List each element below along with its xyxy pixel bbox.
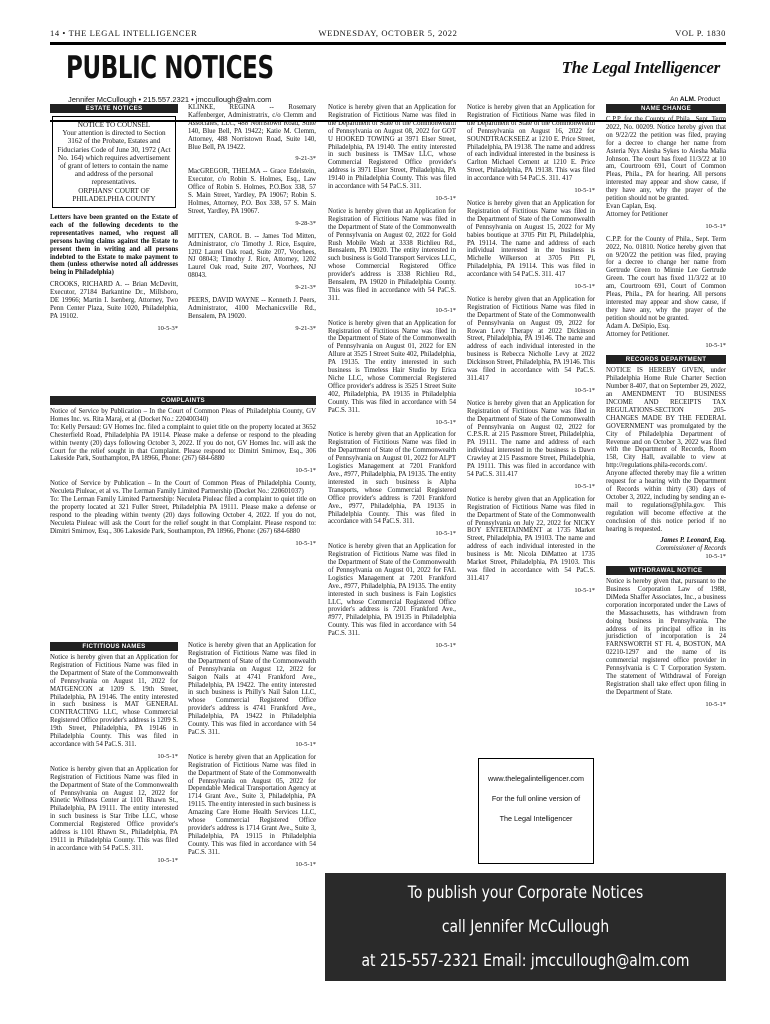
section-heading-name-change: NAME CHANGE: [606, 104, 726, 113]
notice-ref: 10-5-1*: [435, 530, 456, 538]
fictitious-notice: Notice is hereby given that an Application for Registration of Fictitious Name was filed in the Department of State of the Commonwealth of Pennsylvania on August 05, 2022 for Dependable Medical Transportation Agency at 1714 Grant Ave., Suite 3, Philadelphia, PA 19115. The entity interested in such business is Amazing Care Home Health Services LLC, whose Commercial Registered Office provider's address is 1714 Grant Ave., Suite 3, Philadelphia, PA 19115 in Philadelphia County. This was filed in accordance with 54 PaC.S. 311.: [188, 753, 316, 856]
banner-line-2: call Jennifer McCullough: [441, 917, 610, 937]
notice-ref: 9-28-3*: [295, 219, 316, 227]
website-publication: The Legal Intelligencer: [499, 814, 573, 823]
section-heading-fictitious: FICTITIOUS NAMES: [50, 642, 178, 651]
notice-ref: 10-5-3*: [157, 324, 178, 332]
section-heading-records: RECORDS DEPARTMENT: [606, 355, 726, 364]
column-fictitious-1: [50, 642, 178, 870]
fictitious-notice: Notice is hereby given that an Application for Registration of Fictitious Name was filed in the Department of State of the Commonwealth of Pennsylvania on August 12, 2022 for Kinetic Wellness Center at 1101 Rhawn St., Philadelphia, PA 19111. The entity interested in such business is Star Tribe LLC, whose Commercial Registered Office provider's address is 1101 Rhawn St., Philadelphia, PA 19111 in Philadelphia County. This was filed in accordance with 54 PaC.S. 311.: [50, 765, 178, 852]
name-change-notice: C.P.P. for the County of Phila., Sept. Term 2022, No. 00209. Notice hereby given that on 9/22/22 the petition was filed, praying for a decree to change her name from Asteria Nyx Aiesha Sykes to Aiesha Malia Johnson. The court has fixed 11/3/22 at 10 am, Courtroom 691, Court of Common Pleas, Phila., PA for hearing. All persons interested may appear and show cause, if they have any, why the prayer of the petition should not be granted. Evan Caplan, Esq. Attorney for Petitioner: [606, 116, 726, 218]
notice-ref: 10-5-1*: [435, 418, 456, 426]
website-link[interactable]: www.thelegalintelligencer.com: [488, 774, 584, 783]
website-box: [478, 758, 594, 864]
column-estate: [50, 104, 178, 338]
records-signatory: James P. Leonard, Esq.: [660, 537, 726, 545]
section-heading-estate: ESTATE NOTICES: [50, 104, 178, 113]
notice-ref: 10-5-1*: [295, 539, 316, 547]
records-notice: NOTICE IS HEREBY GIVEN, under Philadelphia Home Rule Charter Section Number 8-407, that on September 29, 2022, an AMENDMENT TO BUSINESS INCOME AND RECEIPTS TAX REGULATIONS-SECTION 205-CHANGES MADE BY THE FEDERAL GOVERNMENT was promulgated by the City of Philadelphia Department of Revenue and on October 3, 2022 was filed with the Department of Records, Room 158, City Hall, available to view at http://regulations.phila-records.com/. Anyone affected thereby may file a written request for a hearing with the Department of Records within thirty (30) days of October 3, 2022, including by sending an e-mail to regulations@phila.gov. This regulation will become effective at the conclusion of this notice period if no hearing is requested.: [606, 367, 726, 533]
complaint-notice: Notice of Service by Publication – In the Court of Common Pleas of Philadelphia County, GV Homes Inc. vs. Rita Maraj, et al (Docket No.: 220400340) To: Kelly Persaud: GV Homes Inc. filed a complaint to quiet title on the property located at 3652 Chesterfield Road, Philadelphia PA 19114. Please make a defense or respond to the pleading within twenty (20) days following October 3, 2022. If you do not, GV Homes Inc. will ask the Court for the relief sought in that Complaint. Please respond to: Dimitri Smirnov, Esq., 306 Lakeside Park, Southampton, PA 18966, Phone: (267) 684-6880: [50, 408, 316, 463]
withdrawal-notice: Notice is hereby given that, pursuant to the Business Corporation Law of 1988, DiMeda Shaffer Associates, Inc., a business corporation incorporated under the Laws of the Massachusetts, has withdrawn from doing business in Pennsylvania. The address of its principal office in its jurisdiction of incorporation is 24 FARNSWORTH ST FL 4, BOSTON, MA 02210-1297 and the name of its commercial registered office provider in Pennsylvania is C T Corporation System. The statement of Withdrawal of Foreign Registration shall take effect upon filing in the Department of State.: [606, 578, 726, 696]
notice-ref: 9-21-3*: [295, 284, 316, 292]
notice-to-counsel-box: NOTICE TO COUNSEL Your attention is directed to Section 3162 of the Probate, Estates and Fiduciaries Code of June 30, 1972 (Act No. 164) which requires advertisement of grant of letters to contain the name and address of the personal representatives. ORPHANS' COURT OF PHILADELPHIA COUNTY: [52, 116, 176, 208]
masthead: [50, 50, 726, 112]
column-4: [467, 104, 595, 600]
banner-line-3: at 215-557-2321 Email: jmccullough@alm.com: [361, 951, 690, 971]
alm-logo: ALM.: [679, 96, 696, 103]
notice-ref: 10-5-1*: [435, 306, 456, 314]
folio-date: WEDNESDAY, OCTOBER 5, 2022: [318, 28, 458, 38]
column-3: [328, 104, 456, 655]
notice-ref: 10-5-1*: [705, 553, 726, 561]
notice-ref: 10-5-1*: [435, 642, 456, 650]
page-title: PUBLIC NOTICES: [66, 50, 274, 86]
records-signatory-title: Commissioner of Records: [656, 545, 726, 553]
section-complaints: [50, 396, 316, 553]
brand-logo: The Legal Intelligencer: [561, 58, 720, 77]
banner-line-1: To publish your Corporate Notices: [407, 883, 644, 903]
column-estate-2: [188, 104, 316, 338]
top-rule: [50, 42, 726, 45]
fictitious-notice: Notice is hereby given that an Application for Registration of Fictitious Name was filed in the Department of State of the Commonwealth of Pennsylvania on August 01, 2022 for FAL Logistics Management at 7201 Frankford Ave., #977, Philadelphia, PA 19135. The entity interested in such business is Fain Logistics LLC, whose Commercial Registered Office provider's address is 7201 Frankford Ave., #977, Philadelphia, PA 19135 in Philadelphia County. This was filed in accordance with 54 PaC.S. 311.: [328, 543, 456, 638]
notice-ref: 10-5-1*: [157, 856, 178, 864]
fictitious-notice: Notice is hereby given that an Application for Registration of Fictitious Name was filed in the Department of State of the Commonwealth of Pennsylvania on July 22, 2022 for NICKY BOY ENTERTAINMENT at 1735 Market Street, Philadelphia, PA 19103. The name and address of each individual interested in the business is Mr. Nicola DiMatteo at 1735 Market Street, Philadelphia, PA 19103. This was filed in accordance with 54 PaC.S. 311.417: [467, 495, 595, 582]
estate-intro: Letters have been granted on the Estate of each of the following decedents to the representatives named, who request all persons having claims against the Estate to present them in writing and all persons indebted to the Estate to make payment to them (unless otherwise noted all addresses being in Philadelphia): [50, 214, 178, 277]
fictitious-notice: Notice is hereby given that an Application for Registration of Fictitious Name was filed in the Department of State of the Commonwealth of Pennsylvania on August 11, 2022 for MATGENCON at 1209 S. 19th Street, Philadelphia, PA 19146. The entity interested in such business is MAT GENERAL CONTRACTING LLC, whose Commercial Registered Office provider's address is 1209 S. 19th Street, Philadelphia, PA 19146 in Philadelphia County. This was filed in accordance with 54 PaC.S. 311.: [50, 654, 178, 748]
fictitious-notice: Notice is hereby given that an Application for Registration of Fictitious Name was filed in the Department of State of the Commonwealth of Pennsylvania on August 02, 2022 for Gold Rush Mobile Wash at 3338 Richlieu Rd., Bensalem, PA 19020. The entity interested in such business is Gold Transport Services LLC, whose Commercial Registered Office provider's address is 3338 Richlieu Rd., Bensalem, PA 19020 in Philadelphia County. This was filed in accordance with 54 PaC.S. 311.: [328, 207, 456, 302]
estate-notice-macgregor: MacGREGOR, THELMA -- Grace Edelstein, Executor, c/o Robin S. Holmes, Esq., Law Office of Robin S. Holmes, P.O.Box 338, 57 S. Main Street, Yardley, PA 19067; Robin S. Holmes, Attorney, P.O. Box 338, 57 S. Main Street, Yardley, PA 19067.: [188, 168, 316, 215]
notice-ref: 10-5-1*: [705, 222, 726, 230]
section-heading-complaints: COMPLAINTS: [50, 396, 316, 405]
name-change-notice: C.P.P. for the County of Phila., Sept. Term 2022, No. 01810. Notice hereby given that on 9/20/22 the petition was filed, praying for a decree to change her name from Gertrude Green to Minnie Lee Gertrude Green. The court has fixed 11/3/22 at 10 am, Courtroom 691, Court of Common Pleas, Phila., PA for hearing. All persons interested may appear and show cause, if they have any, why the prayer of the petition should not be granted. Adam A. DeSipio, Esq. Attorney for Petitioner.: [606, 235, 726, 338]
section-heading-withdrawal: WITHDRAWAL NOTICE: [606, 566, 726, 575]
fictitious-notice: Notice is hereby given that an Application for Registration of Fictitious Name was filed in the Department of State of the Commonwealth of Pennsylvania on August 02, 2022 for C.P.S.R. at 215 Passmore Street, Philadelphia, PA 19111. The name and address of each individual interested in the business is Dawn Crawley at 215 Passmore Street, Philadelphia, PA 19111. This was filed in accordance with 54 PaC.S. 311.417: [467, 399, 595, 478]
estate-notice-crooks: CROOKS, RICHARD A. -- Brian McDevitt, Executor, 27184 Barkantine Dr., Millsboro, DE 19966; Martin I. Isenberg, Attorney, Two Penn Center Plaza, Suite 1020, Philadelphia, PA 19102.: [50, 281, 178, 320]
website-note: For the full online version of: [491, 794, 581, 803]
newspaper-page: [50, 28, 726, 1018]
column-5: [606, 104, 726, 714]
notice-ref: 10-5-1*: [295, 860, 316, 868]
notice-ref: 10-5-1*: [574, 283, 595, 291]
folio-page-number: 14 • THE LEGAL INTELLIGENCER: [50, 28, 198, 38]
notice-ref: 10-5-1*: [705, 342, 726, 350]
brand-tagline: An ALM. Product: [670, 96, 720, 103]
fictitious-notice: Notice is hereby given that an Application for Registration of Fictitious Name was filed in the Department of State of the Commonwealth of Pennsylvania on August 15, 2022 for My babies boutique at 3705 Pitt Pl, Philadelphia, PA 19114. The name and address of each individual interested in the business is Michelle Wilkerson at 3705 Pitt Pl, Philadelphia, PA 19114. This was filed in accordance with 54 PaC.S. 311. 417: [467, 199, 595, 279]
fictitious-notice: Notice is hereby given that an Application for Registration of Fictitious Name was filed in the Department of State of the Commonwealth of Pennsylvania on August 12, 2022 for Saigon Nails at 4741 Frankford Ave., Philadelphia, PA 19422. The entity interested in such business is Philly's Nail Salon LLC, whose Commercial Registered Office provider's address is 4741 Frankford Ave., Philadelphia, PA 19422 in Philadelphia County. This was filed in accordance with 54 PaC.S. 311.: [188, 642, 316, 736]
notice-ref: 10-5-1*: [295, 467, 316, 475]
fictitious-notice: Notice is hereby given that an Application for Registration of Fictitious Name was filed in the Department of State of the Commonwealth of Pennsylvania on August 16, 2022 for SOUNDTRACKSEEZ at 1210 E. Price Street, Philadelphia, PA 19138. The name and address of each individual interested in the business is Carlton Michael Cement at 1210 E. Price Street, Philadelphia, PA 19138. This was filed in accordance with 54 PaC.S. 311. 417: [467, 104, 595, 183]
folio-line: [50, 28, 726, 40]
notice-ref: 9-21-3*: [295, 324, 316, 332]
fictitious-notice: Notice is hereby given that an Application for Registration of Fictitious Name was filed in the Department of State of the Commonwealth of Pennsylvania on August 01, 2022 for EN Allure at 3525 I Street Suite 402, Philadelphia, PA 19135. The entity interested in such business is Timeless Hair Studio by Erica Niche LLC, whose Commercial Registered Office provider's address is 3525 I Street Suite 402, Philadelphia, PA 19135 in Philadelphia County. This was filed in accordance with 54 PaC.S. 311.: [328, 319, 456, 414]
column-fictitious-2: [188, 642, 316, 873]
notice-ref: 10-5-1*: [295, 740, 316, 748]
fictitious-notice: Notice is hereby given that an Application for Registration of Fictitious Name was filed in the Department of State of the Commonwealth of Pennsylvania on August 01, 2022 for ALPT Logistics Management at 7201 Frankford Ave., #977, Philadelphia, PA 19135. The entity interested in such business is Alpha Transports, whose Commercial Registered Office provider's address is 7201 Frankford Ave., #977, Philadelphia, PA 19135 in Philadelphia County. This was filed in accordance with 54 PaC.S. 311.: [328, 431, 456, 526]
publish-notices-banner: [325, 873, 726, 981]
notice-ref: 10-5-1*: [574, 586, 595, 594]
fictitious-notice: Notice is hereby given that an Application for Registration of Fictitious Name was filed in the Department of State of the Commonwealth of Pennsylvania on August 08, 2022 for GOT U HOOKED TOWING at 3971 Elser Street, Philadelphia, PA 19140. The entity interested in such business is TMSav LLC, whose Commercial Registered Office provider's address is 3971 Elser Street, Philadelphia, PA 19140 in Philadelphia County. This was filed in accordance with 54 PaC.S. 311.: [328, 104, 456, 191]
folio-volume: VOL P. 1830: [675, 28, 726, 38]
notice-ref: 10-5-1*: [574, 386, 595, 394]
fictitious-notice: Notice is hereby given that an Application for Registration of Fictitious Name was filed in the Department of State of the Commonwealth of Pennsylvania on August 09, 2022 for Rowan Levy Therapy at 2022 Dickinson Street, Philadelphia, PA 19146. The name and address of each individual interested in the business is Rebecca Nicholle Levy at 2022 Dickinson Street, Philadelphia, PA 19146. This was filed in accordance with 54 PaC.S. 311.417: [467, 295, 596, 382]
notice-ref: 9-21-3*: [295, 155, 316, 163]
notice-ref: 10-5-1*: [435, 194, 456, 202]
contact-line: Jennifer McCullough • 215.557.2321 • jmccullough@alm.com: [68, 95, 272, 104]
estate-notice-klinke: KLINKE, REGINA -- Rosemary Kaffenberger, Administratrix, c/o Clemm and Associates, LLC, 488 Norristown Road, Suite 140, Blue Bell, PA 19422; Katie M. Clemm, Attorney, 488 Norristown Road, Suite 140, Blue Bell, PA 19422.: [188, 104, 316, 151]
notice-ref: 10-5-1*: [574, 482, 595, 490]
notice-ref: 10-5-1*: [705, 700, 726, 708]
notice-ref: 10-5-1*: [157, 752, 178, 760]
notice-ref: 10-5-1*: [574, 187, 595, 195]
estate-notice-peers: PEERS, DAVID WAYNE -- Kenneth J. Peers, Administrator, 4100 Mechanicsville Rd., Bensalem, PA 19020.: [188, 297, 316, 320]
estate-notice-mitten: MITTEN, CAROL B. -- James Tod Mitten, Administrator, c/o Timothy J. Rice, Esquire, 1202 Laurel Oak road, Suite 207, Voorhees, NJ 08043; Timothy J. Rice, Attorney, 1202 Laurel Oak road, Suite 207, Voorhees, NJ 08043.: [188, 232, 316, 280]
complaint-notice: Notice of Service by Publication – In the Court of Common Pleas of Philadelphia County, Neculeta Piuleac, et al vs. The Lerman Family Limited Partnership (Docket No.: 220601037) To: The Lerman Family Limited Partnership: Neculeta Piuleac filed a complaint to quiet title on the property located at 321 Fuller Street, Philadelphia PA 19111. Please make a defense or respond to the pleading within twenty (20) days following October 4, 2022. If you do not, Neculeta Piuleac will ask the Court for the relief sought in that Complaint. Please respond to: Dimitri Smirnov, Esq., 306 Lakeside Park, Southampton, PA 18966, Phone: (267) 684-6880: [50, 480, 316, 535]
